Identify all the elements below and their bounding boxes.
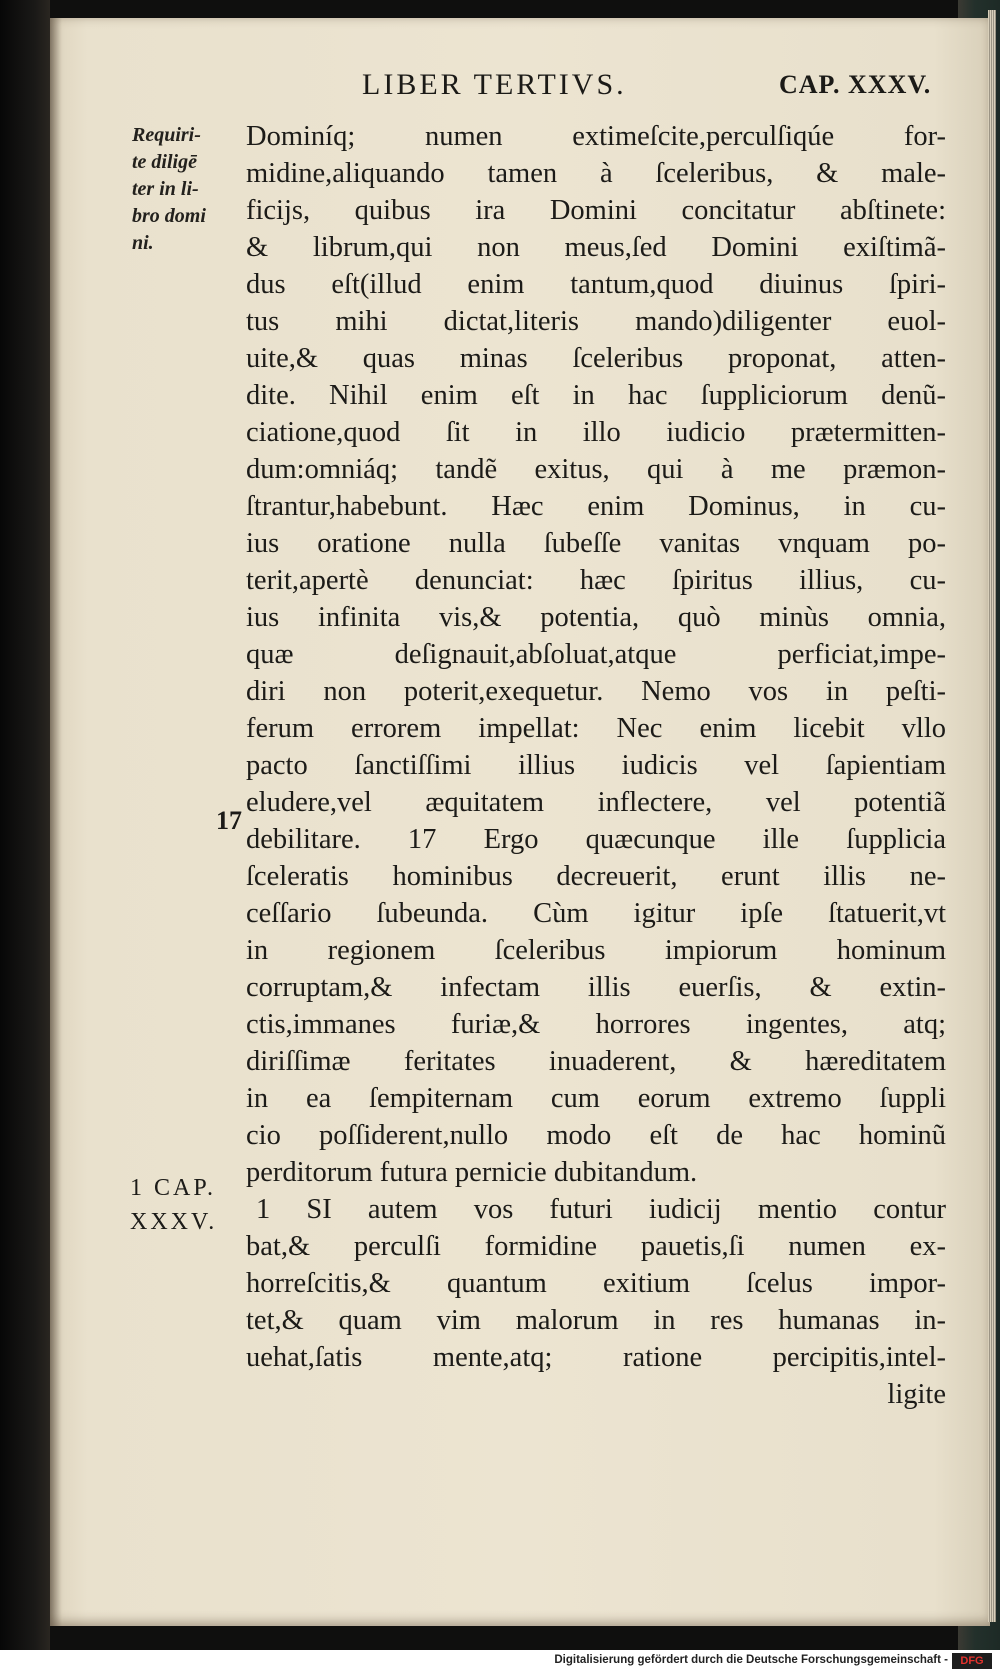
body-text bbox=[246, 118, 946, 1413]
text-line: diri non poterit,exequetur. Nemo vos in peſti- bbox=[246, 676, 946, 707]
chapter-marker-line: 1 CAP. bbox=[130, 1175, 217, 1201]
marginal-note-line: bro domi bbox=[132, 205, 206, 227]
text-line: ciatione,quod ſit in illo iudicio prætermitten- bbox=[246, 417, 946, 448]
text-line: tet,& quam vim malorum in res humanas in- bbox=[246, 1305, 946, 1336]
text-line: corruptam,& infectam illis euerſis, & extin- bbox=[246, 972, 946, 1003]
chapter-marker-line: XXXV. bbox=[130, 1209, 218, 1235]
text-line: bat,& perculſi formidine pauetis,ſi numen ex- bbox=[246, 1231, 946, 1262]
dfg-logo-text: DFG bbox=[960, 1655, 984, 1667]
text-line: & librum,qui non meus,ſed Domini exiſtimã- bbox=[246, 232, 946, 263]
text-line: 1 SI autem vos futuri iudicij mentio contur bbox=[256, 1194, 946, 1225]
text-line: ius oratione nulla ſubeſſe vanitas vnquam po- bbox=[246, 528, 946, 559]
text-line: Dominíq; numen extimeſcite,perculſiqúe for- bbox=[246, 121, 946, 152]
marginal-note-line: Requiri- bbox=[132, 124, 201, 146]
marginal-note-line: te diligē bbox=[132, 151, 197, 173]
text-line: quæ deſignauit,abſoluat,atque perficiat,impe- bbox=[246, 639, 946, 670]
page-edges bbox=[988, 10, 996, 1622]
page-header bbox=[50, 68, 990, 108]
running-title: LIBER TERTIVS. bbox=[362, 68, 627, 101]
text-line: ius infinita vis,& potentia, quò minùs omnia, bbox=[246, 602, 946, 633]
text-line: ctis,immanes furiæ,& horrores ingentes, atq; bbox=[246, 1009, 946, 1040]
text-line: ceſſario ſubeunda. Cùm igitur ipſe ſtatuerit,vt bbox=[246, 898, 946, 929]
text-line: eludere,vel æquitatem inflectere, vel potentiã bbox=[246, 787, 946, 818]
text-line: ſceleratis hominibus decreuerit, erunt illis ne- bbox=[246, 861, 946, 892]
text-line: horreſcitis,& quantum exitium ſcelus impor- bbox=[246, 1268, 946, 1299]
chapter-start-marker bbox=[130, 1171, 217, 1239]
text-line: diriſſimæ feritates inuaderent, & hæreditatem bbox=[246, 1046, 946, 1077]
digitization-footer bbox=[0, 1650, 1000, 1676]
text-line: midine,aliquando tamen à ſceleribus, & male- bbox=[246, 158, 946, 189]
text-line: debilitare. 17 Ergo quæcunque ille ſupplicia bbox=[246, 824, 946, 855]
catchword: ligite bbox=[887, 1379, 946, 1410]
text-line: perditorum futura pernicie dubitandum. bbox=[246, 1157, 698, 1188]
text-line: terit,apertè denunciat: hæc ſpiritus illius, cu- bbox=[246, 565, 946, 596]
text-line: uite,& quas minas ſceleribus proponat, atten- bbox=[246, 343, 946, 374]
text-line: in ea ſempiternam cum eorum extremo ſuppli bbox=[246, 1083, 946, 1114]
text-line: pacto ſanctiſſimi illius iudicis vel ſapientiam bbox=[246, 750, 946, 781]
text-line: dum:omniáq; tandẽ exitus, qui à me præmon- bbox=[246, 454, 946, 485]
marginal-note-line: ter in li- bbox=[132, 178, 199, 200]
text-line: dite. Nihil enim eſt in hac ſuppliciorum denũ- bbox=[246, 380, 946, 411]
marginal-note bbox=[132, 122, 242, 257]
chapter-heading: CAP. XXXV. bbox=[779, 70, 932, 99]
text-line: ſtrantur,habebunt. Hæc enim Dominus, in cu- bbox=[246, 491, 946, 522]
book-cover-left bbox=[0, 0, 50, 1650]
verse-number-marker: 17 bbox=[216, 806, 242, 835]
text-line: ferum errorem impellat: Nec enim licebit vllo bbox=[246, 713, 946, 744]
dfg-logo bbox=[952, 1653, 992, 1669]
text-line: cio poſſiderent,nullo modo eſt de hac hominũ bbox=[246, 1120, 946, 1151]
page-sheet bbox=[50, 18, 990, 1626]
text-line: dus eſt(illud enim tantum,quod diuinus ſpiri- bbox=[246, 269, 946, 300]
text-line: in regionem ſceleribus impiorum hominum bbox=[246, 935, 946, 966]
text-line: tus mihi dictat,literis mando)diligenter euol- bbox=[246, 306, 946, 337]
text-line: uehat,ſatis mente,atq; ratione percipitis,intel- bbox=[246, 1342, 946, 1373]
text-line: ficijs, quibus ira Domini concitatur abſtinete: bbox=[246, 195, 946, 226]
marginal-note-line: ni. bbox=[132, 232, 154, 254]
page-gutter-shadow bbox=[50, 18, 62, 1626]
funding-credit: Digitalisierung gefördert durch die Deutsche Forschungsgemeinschaft - bbox=[554, 1654, 948, 1666]
